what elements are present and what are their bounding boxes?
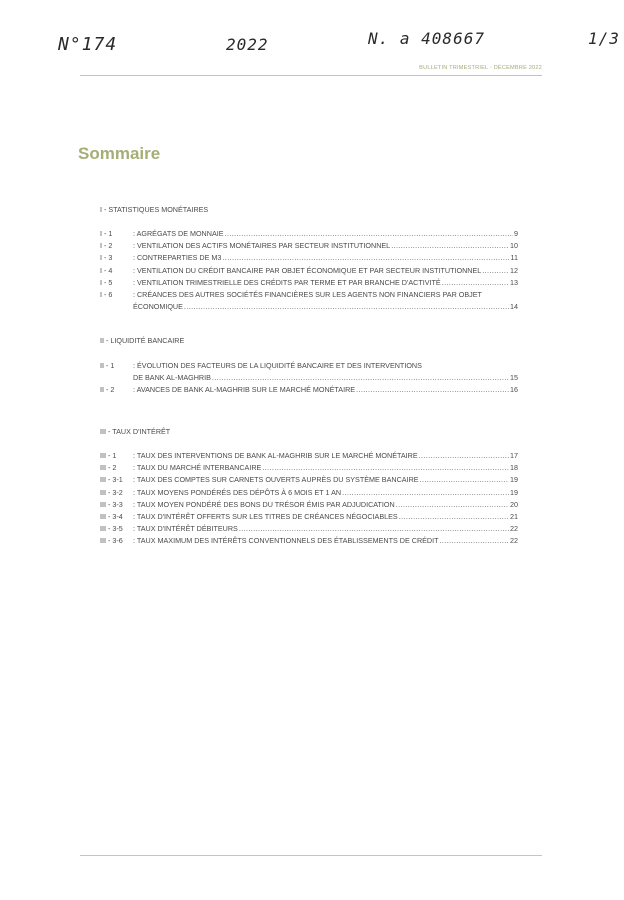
entry-page: 9 (514, 228, 518, 238)
section-heading-3: III - TAUX D'INTÉRÊT (100, 427, 171, 436)
toc-entry (100, 511, 518, 523)
entry-number: III - 3-5 (100, 524, 123, 534)
entry-number: I - 1 (100, 228, 113, 238)
entry-page: 21 (510, 511, 518, 521)
entry-title: : TAUX DU MARCHÉ INTERBANCAIRE (133, 463, 262, 473)
entry-number: I - 3 (100, 253, 113, 263)
handwritten-number: N°174 (58, 34, 118, 55)
entry-page: 22 (510, 524, 518, 534)
entry-title: : TAUX DES INTERVENTIONS DE BANK AL-MAGHRIB SUR LE MARCHÉ MONÉTAIRE (133, 450, 418, 460)
leader-dots (262, 462, 509, 474)
entry-page: 18 (510, 463, 518, 473)
entry-page: 15 (510, 373, 518, 383)
entry-title: : VENTILATION TRIMESTRIELLE DES CRÉDITS PAR TERME ET PAR BRANCHE D'ACTIVITÉ (133, 277, 441, 287)
toc-entry (100, 474, 518, 486)
entry-number: III - 3-4 (100, 511, 123, 521)
entry-title: : VENTILATION DU CRÉDIT BANCAIRE PAR OBJET ÉCONOMIQUE ET PAR SECTEUR INSTITUTIONNEL (133, 265, 482, 275)
entry-page: 22 (510, 536, 518, 546)
entry-number: III - 3-6 (100, 536, 123, 546)
entry-title: : TAUX DES COMPTES SUR CARNETS OUVERTS AUPRÈS DU SYSTÈME BANCAIRE (133, 475, 419, 485)
entry-page: 12 (510, 265, 518, 275)
entry-title: : TAUX D'INTÉRÊT OFFERTS SUR LES TITRES DE CRÉANCES NÉGOCIABLES (133, 511, 398, 521)
toc-entry-continuation (100, 301, 518, 313)
entry-title: : AGRÉGATS DE MONNAIE (133, 228, 224, 238)
toc-entry (100, 450, 518, 462)
entry-title: : TAUX MOYEN PONDÉRÉ DES BONS DU TRÉSOR ÉMIS PAR ADJUDICATION (133, 499, 395, 509)
leader-dots (212, 372, 509, 384)
entry-number: III - 3-2 (100, 487, 123, 497)
entry-page: 11 (510, 253, 518, 263)
handwritten-page-count: 1/3 (588, 29, 620, 48)
entry-title: : AVANCES DE BANK AL-MAGHRIB SUR LE MARCHÉ MONÉTAIRE (133, 385, 356, 395)
handwritten-reference: N. a 408667 (368, 29, 485, 48)
leader-dots (222, 252, 509, 264)
toc-entry (100, 240, 518, 252)
toc-entry (100, 289, 518, 301)
entry-number: I - 5 (100, 277, 113, 287)
toc-entry (100, 487, 518, 499)
entry-number: I - 6 (100, 289, 113, 299)
toc-entry (100, 523, 518, 535)
entry-number: II - 2 (100, 385, 115, 395)
leader-dots (184, 301, 509, 313)
leader-dots (396, 499, 509, 511)
toc-entry (100, 228, 518, 240)
entry-number: I - 2 (100, 241, 113, 251)
entry-title-continued: ÉCONOMIQUE (133, 302, 183, 312)
toc-entry (100, 252, 518, 264)
section-heading-2: II - LIQUIDITÉ BANCAIRE (100, 336, 185, 345)
entry-title: : TAUX MOYENS PONDÉRÉS DES DÉPÔTS À 6 MOIS ET 1 AN (133, 487, 342, 497)
entry-title: : TAUX D'INTÉRÊT DÉBITEURS (133, 524, 238, 534)
leader-dots (482, 265, 509, 277)
toc-entry (100, 277, 518, 289)
entry-page: 13 (510, 277, 518, 287)
leader-dots (225, 228, 513, 240)
bulletin-header: BULLETIN TRIMESTRIEL - DÉCEMBRE 2022 (419, 65, 542, 71)
leader-dots (342, 487, 509, 499)
leader-dots (391, 240, 509, 252)
entry-title: : CRÉANCES DES AUTRES SOCIÉTÉS FINANCIÈRES SUR LES AGENTS NON FINANCIERS PAR OBJET (133, 289, 482, 299)
entry-number: II - 1 (100, 360, 115, 370)
toc-entry (100, 535, 518, 547)
leader-dots (239, 523, 509, 535)
entry-page: 19 (510, 487, 518, 497)
leader-dots (399, 511, 509, 523)
toc-entry (100, 360, 518, 372)
header-rule (80, 75, 542, 76)
toc-section-1 (100, 228, 518, 313)
leader-dots (356, 384, 509, 396)
entry-title: : TAUX MAXIMUM DES INTÉRÊTS CONVENTIONNELS DES ÉTABLISSEMENTS DE CRÉDIT (133, 536, 439, 546)
leader-dots (419, 450, 509, 462)
toc-section-2 (100, 360, 518, 397)
section-heading-1: I - STATISTIQUES MONÉTAIRES (100, 205, 209, 214)
entry-title: : VENTILATION DES ACTIFS MONÉTAIRES PAR SECTEUR INSTITUTIONNEL (133, 241, 391, 251)
leader-dots (440, 535, 509, 547)
footer-rule (80, 855, 542, 856)
entry-number: I - 4 (100, 265, 113, 275)
toc-entry-continuation (100, 372, 518, 384)
entry-number: III - 3-3 (100, 499, 123, 509)
entry-page: 14 (510, 302, 518, 312)
toc-entry (100, 265, 518, 277)
toc-entry (100, 499, 518, 511)
entry-title: : ÉVOLUTION DES FACTEURS DE LA LIQUIDITÉ BANCAIRE ET DES INTERVENTIONS (133, 360, 422, 370)
page-title: Sommaire (78, 144, 161, 163)
toc-section-3 (100, 450, 518, 548)
entry-page: 19 (510, 475, 518, 485)
leader-dots (442, 277, 509, 289)
entry-page: 17 (510, 450, 518, 460)
entry-number: III - 2 (100, 463, 117, 473)
entry-number: III - 1 (100, 450, 117, 460)
entry-title: : CONTREPARTIES DE M3 (133, 253, 222, 263)
entry-page: 20 (510, 499, 518, 509)
handwritten-year: 2022 (226, 35, 269, 54)
entry-page: 10 (510, 241, 518, 251)
entry-title-continued: DE BANK AL-MAGHRIB (133, 373, 211, 383)
entry-number: III - 3-1 (100, 475, 123, 485)
entry-page: 16 (510, 385, 518, 395)
toc-entry (100, 384, 518, 396)
toc-entry (100, 462, 518, 474)
leader-dots (420, 474, 509, 486)
